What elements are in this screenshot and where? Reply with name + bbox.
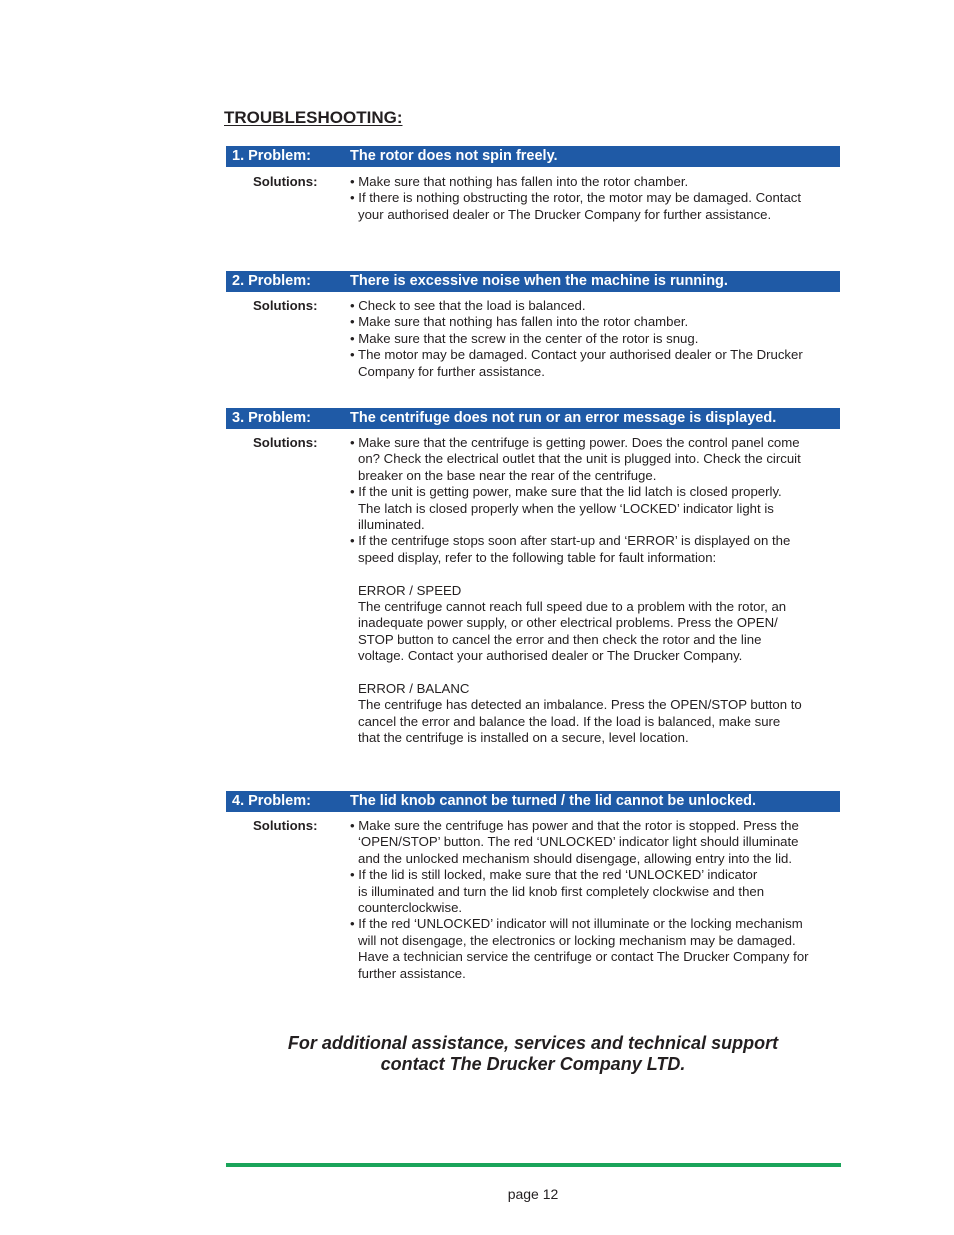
solution-continuation: voltage. Contact your authorised dealer or The Drucker Company. [358,648,743,664]
solution-continuation: that the centrifuge is installed on a secure, level location. [358,730,689,746]
problem-title: The lid knob cannot be turned / the lid cannot be unlocked. [350,793,757,809]
problem-header-4 [226,791,840,812]
solution-continuation: cancel the error and balance the load. If the load is balanced, make sure [358,713,781,729]
solution-bullet: • Make sure that the screw in the center of the rotor is snug. [350,330,699,346]
page-number: page 12 [507,1186,559,1202]
solution-bullet: • Make sure that the centrifuge is getting power. Does the control panel come [350,435,800,450]
problem-title: The centrifuge does not run or an error message is displayed. [350,410,777,426]
solution-continuation: ERROR / BALANC [358,681,470,697]
solution-continuation: will not disengage, the electronics or locking mechanism may be damaged. [358,932,796,948]
closing-line-1: For additional assistance, services and technical support [287,1033,779,1053]
closing-note [226,1033,840,1075]
solutions-label: Solutions: [253,818,318,833]
solution-continuation: ‘OPEN/STOP’ button. The red ‘UNLOCKED’ indicator light should illuminate [358,834,799,850]
problem-number: 1. Problem: [232,148,311,164]
solutions-list-1 [350,174,840,223]
solution-continuation: inadequate power supply, or other electrical problems. Press the OPEN/ [358,615,778,631]
solutions-list-2 [350,298,840,380]
solutions-list-4 [350,818,840,982]
solution-bullet: • Check to see that the load is balanced. [350,298,586,313]
problem-number: 3. Problem: [232,410,311,426]
solution-continuation: Have a technician service the centrifuge or contact The Drucker Company for [358,949,809,965]
problem-title: The rotor does not spin freely. [350,148,558,164]
solution-continuation: illuminated. [358,517,425,533]
problem-number: 4. Problem: [232,793,311,809]
closing-line-2: contact The Drucker Company LTD. [380,1054,686,1074]
solution-bullet: • If there is nothing obstructing the rotor, the motor may be damaged. Contact [350,190,802,206]
solution-bullet: • If the red ‘UNLOCKED’ indicator will not illuminate or the locking mechanism [350,916,803,932]
solution-bullet: • If the lid is still locked, make sure that the red ‘UNLOCKED’ indicator [350,867,758,883]
solution-continuation: on? Check the electrical outlet that the unit is plugged into. Check the circuit [358,451,801,467]
problem-header-3 [226,408,840,429]
solution-continuation: further assistance. [358,965,466,981]
solution-continuation: The centrifuge has detected an imbalance. Press the OPEN/STOP button to [358,697,802,713]
solution-continuation: ERROR / SPEED [358,582,462,598]
solution-continuation: is illuminated and turn the lid knob first completely clockwise and then [358,883,765,899]
solution-continuation: and the unlocked mechanism should disengage, allowing entry into the lid. [358,850,792,866]
problem-header-2 [226,271,840,292]
solutions-list-3 [350,435,840,747]
spacer-line [350,665,840,681]
solution-continuation: STOP button to cancel the error and then check the rotor and the line [358,631,762,647]
solution-continuation: Company for further assistance. [358,363,545,379]
solutions-label: Solutions: [253,298,318,313]
solution-bullet: • Make sure that nothing has fallen into the rotor chamber. [350,314,689,330]
solution-continuation: your authorised dealer or The Drucker Company for further assistance. [358,206,772,222]
solution-continuation: The centrifuge cannot reach full speed due to a problem with the rotor, an [358,599,787,615]
problem-header-1 [226,146,840,167]
problem-title: There is excessive noise when the machine is running. [350,273,728,289]
footer-divider [226,1163,841,1167]
solution-continuation: counterclockwise. [358,900,463,916]
problem-number: 2. Problem: [232,273,311,289]
page-title: TROUBLESHOOTING: [224,108,403,127]
solutions-label: Solutions: [253,435,318,450]
solution-continuation: breaker on the base near the rear of the centrifuge. [358,467,657,483]
solution-bullet: • If the unit is getting power, make sure that the lid latch is closed properly. [350,484,782,500]
spacer-line [350,566,840,582]
solution-continuation: speed display, refer to the following table for fault information: [358,549,717,565]
solution-bullet: • Make sure the centrifuge has power and that the rotor is stopped. Press the [350,818,799,833]
solution-bullet: • The motor may be damaged. Contact your authorised dealer or The Drucker [350,347,803,363]
solution-bullet: • Make sure that nothing has fallen into the rotor chamber. [350,174,689,189]
solution-bullet: • If the centrifuge stops soon after start-up and ‘ERROR’ is displayed on the [350,533,791,549]
solution-continuation: The latch is closed properly when the yellow ‘LOCKED’ indicator light is [358,500,774,516]
solutions-label: Solutions: [253,174,318,189]
